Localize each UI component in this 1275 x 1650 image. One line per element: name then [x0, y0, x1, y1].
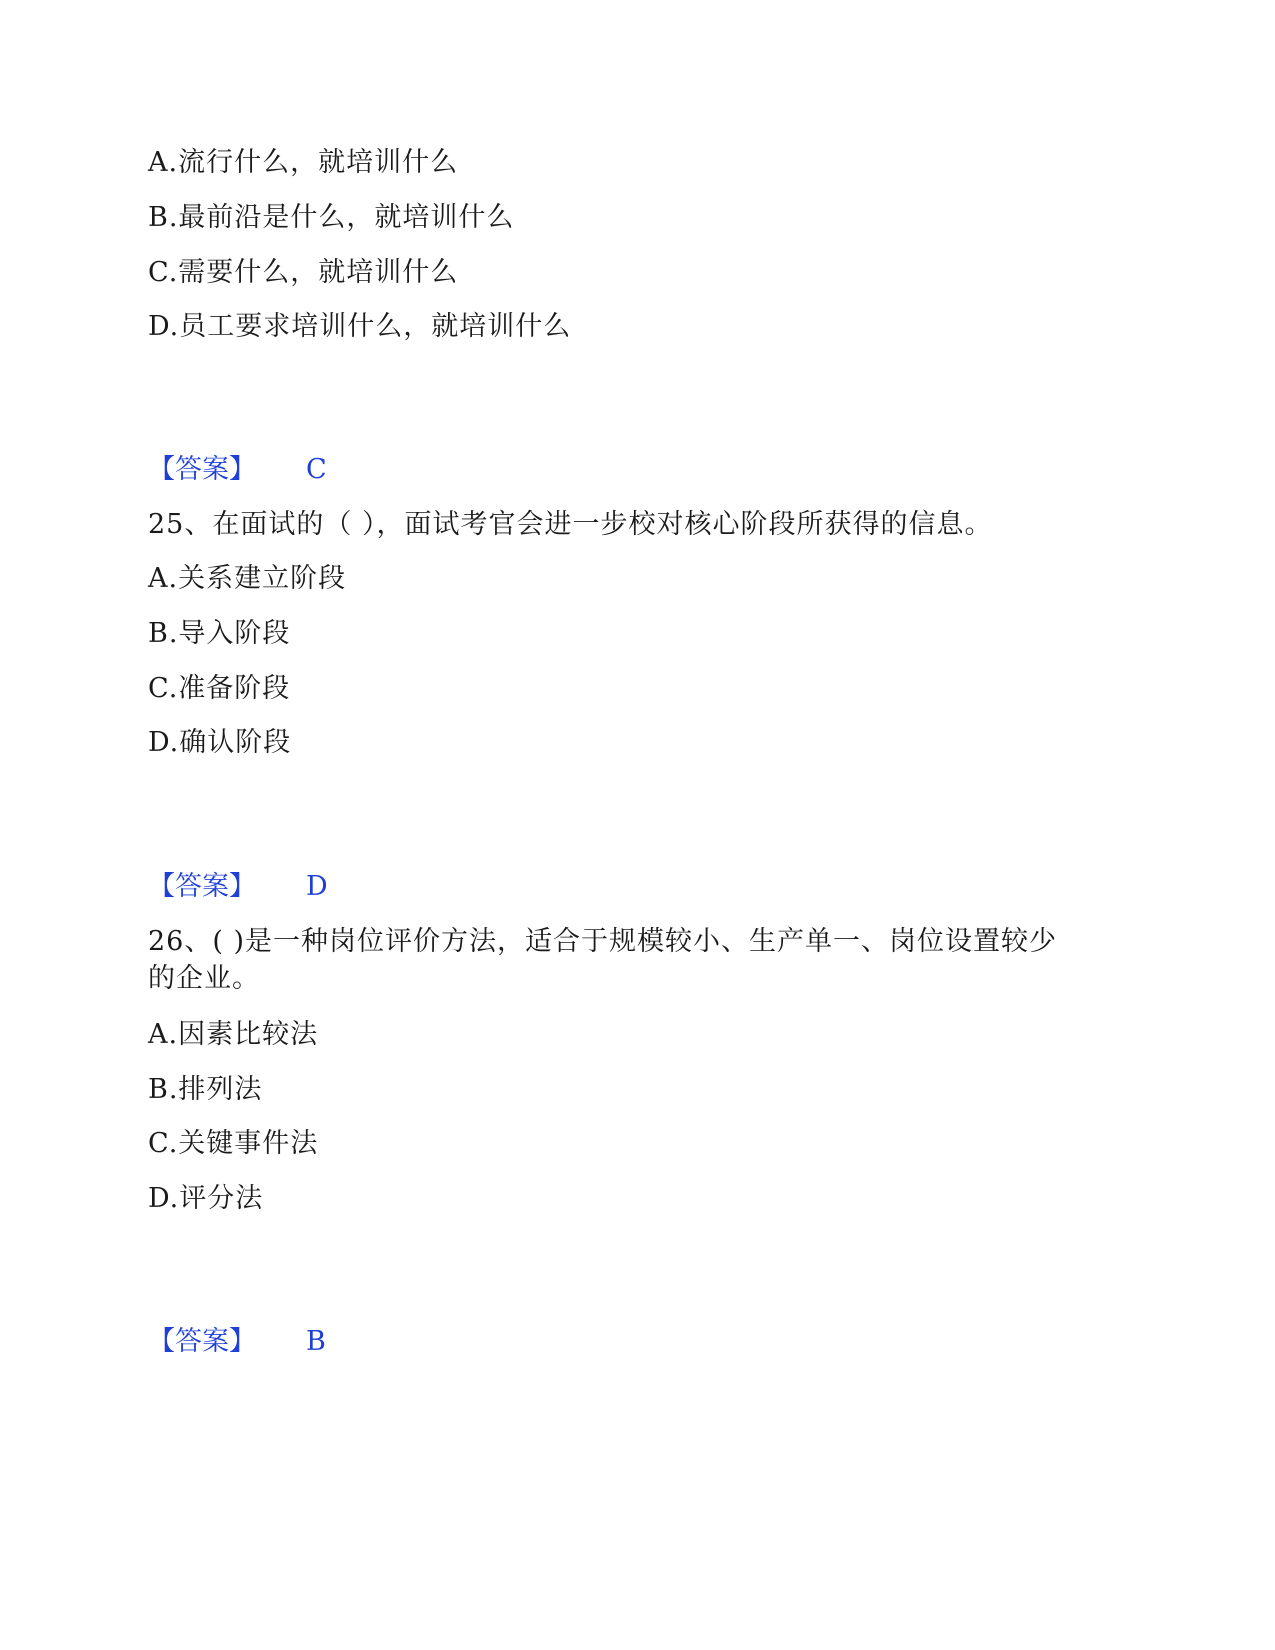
q24-option-a: A.流行什么，就培训什么	[148, 147, 459, 178]
q26-option-a: A.因素比较法	[148, 1019, 319, 1050]
q24-option-c: C.需要什么，就培训什么	[148, 257, 459, 288]
q25-option-d: D.确认阶段	[148, 727, 292, 758]
answer-value: C	[306, 454, 327, 485]
q25-option-c: C.准备阶段	[148, 673, 291, 704]
answer-label: 【答案】	[148, 871, 256, 902]
q24-option-d: D.员工要求培训什么，就培训什么	[148, 311, 572, 342]
answer-label: 【答案】	[148, 1326, 256, 1357]
q26-option-c: C.关键事件法	[148, 1128, 319, 1159]
q25-stem: 25、在面试的（ ），面试考官会进一步校对核心阶段所获得的信息。	[148, 509, 993, 540]
q26-stem-line2: 的企业。	[148, 963, 260, 994]
answer-value: B	[306, 1326, 326, 1357]
q24-option-b: B.最前沿是什么，就培训什么	[148, 202, 515, 233]
q26-stem-line1: 26、( )是一种岗位评价方法，适合于规模较小、生产单一、岗位设置较少	[148, 926, 1058, 957]
q25-option-a: A.关系建立阶段	[148, 563, 347, 594]
q26-option-d: D.评分法	[148, 1183, 264, 1214]
answer-label: 【答案】	[148, 454, 256, 485]
q25-answer	[148, 869, 328, 905]
q26-option-b: B.排列法	[148, 1074, 263, 1105]
answer-value: D	[306, 871, 328, 902]
q26-answer	[148, 1324, 326, 1360]
q24-answer	[148, 452, 327, 488]
q25-option-b: B.导入阶段	[148, 618, 291, 649]
